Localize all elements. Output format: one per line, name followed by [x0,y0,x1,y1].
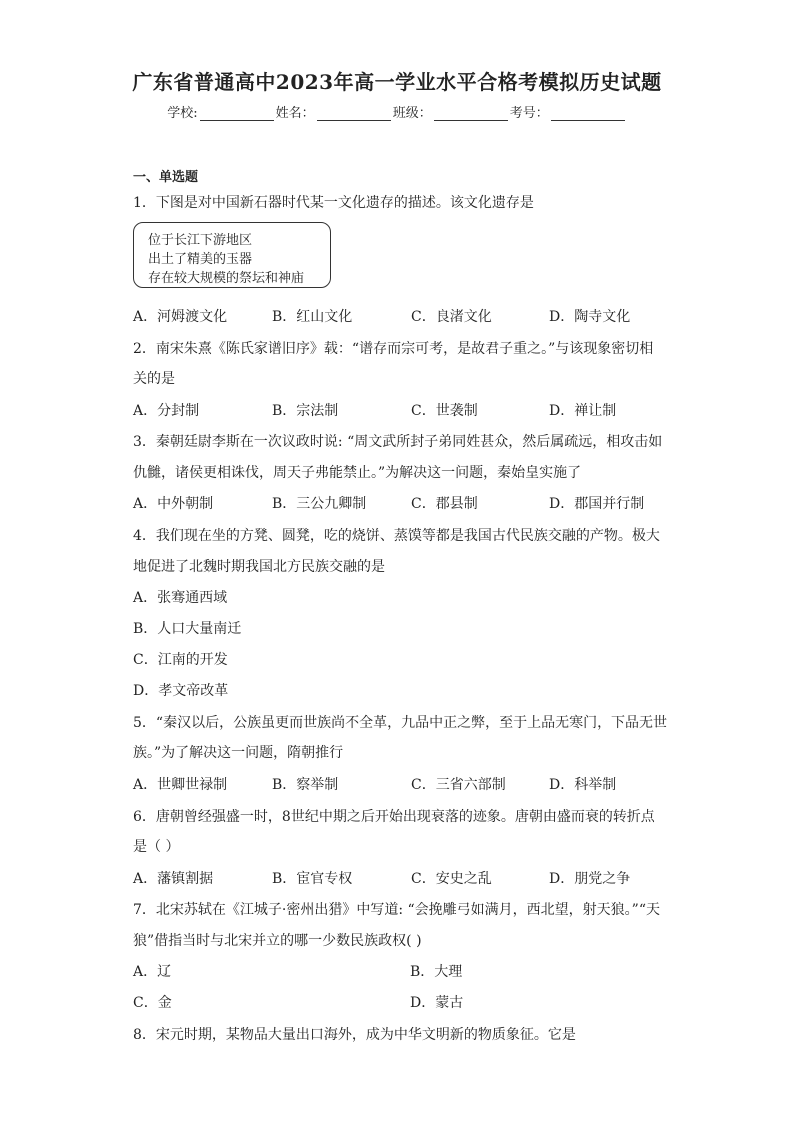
option-a[interactable]: A．河姆渡文化 [133,309,228,325]
option-c[interactable]: C．世袭制 [411,403,478,419]
q3-stem-line-2: 仇雠，诸侯更相诛伐，周天子弗能禁止。”为解决这一问题，秦始皇实施了 [133,465,582,481]
option-c[interactable]: C．良渚文化 [411,309,492,325]
option-b[interactable]: B．宦官专权 [272,871,353,887]
exam-title: 广东省普通高中2023年高一学业水平合格考模拟历史试题 [132,70,662,94]
q5-stem-line-1: 5．“秦汉以后，公族虽更而世族尚不全革，九品中正之弊，至于上品无寒门，下品无世 [133,715,668,731]
option-a[interactable]: A．世卿世禄制 [133,777,228,793]
option-c[interactable]: C．安史之乱 [411,871,492,887]
class-label: 班级： [392,106,432,121]
q6-stem-line-1: 6．唐朝曾经强盛一时，8世纪中期之后开始出现衰落的迹象。唐朝由盛而衰的转折点 [133,809,655,825]
school-label: 学校: [167,106,198,121]
student-info-line [0,102,794,121]
q1-stem: 1．下图是对中国新石器时代某一文化遗存的描述。该文化遗存是 [133,195,534,211]
option-a[interactable]: A．藩镇割据 [133,871,214,887]
q1-box-line: 存在较大规模的祭坛和神庙 [148,271,305,286]
option-b[interactable]: B．大理 [410,964,463,980]
q4-option-c[interactable]: C．江南的开发 [133,652,228,668]
option-d[interactable]: D．朋党之争 [549,871,631,887]
option-c[interactable]: C．郡县制 [411,496,478,512]
option-c[interactable]: C．三省六部制 [411,777,506,793]
q4-option-d[interactable]: D．孝文帝改革 [133,683,229,699]
q5-stem-line-2: 族。”为了解决这一问题，隋朝推行 [133,745,344,761]
q4-stem-line-2: 地促进了北魏时期我国北方民族交融的是 [133,559,385,575]
option-d[interactable]: D．蒙古 [410,995,464,1011]
q3-stem-line-1: 3．秦朝廷尉李斯在一次议政时说: “周文武所封子弟同姓甚众，然后属疏远，相攻击如 [133,434,663,450]
q4-option-b[interactable]: B．人口大量南迁 [133,621,242,637]
option-d[interactable]: D．禅让制 [549,403,617,419]
q6-stem-line-2: 是（ ） [133,839,180,855]
q1-description-box [133,222,331,288]
class-blank[interactable] [434,107,508,121]
name-blank[interactable] [317,107,391,121]
option-d[interactable]: D．科举制 [549,777,617,793]
option-c[interactable]: C．金 [133,995,172,1011]
q2-stem-line-2: 关的是 [133,371,175,387]
option-b[interactable]: B．三公九卿制 [272,496,367,512]
q1-box-line: 位于长江下游地区 [148,233,253,248]
q2-stem-line-1: 2．南宋朱熹《陈氏家谱旧序》载：“谱存而宗可考，是故君子重之。”与该现象密切相 [133,341,654,357]
section-title: 一、单选题 [133,170,199,185]
q7-stem-line-2: 狼”借指当时与北宋并立的哪一少数民族政权( ) [133,933,422,949]
option-d[interactable]: D．郡国并行制 [549,496,645,512]
q7-stem-line-1: 7．北宋苏轼在《江城子·密州出猎》中写道: “会挽雕弓如满月，西北望，射天狼。”“天 [133,902,660,918]
q8-stem: 8．宋元时期，某物品大量出口海外，成为中华文明新的物质象征。它是 [133,1027,576,1043]
exam-no-blank[interactable] [551,107,625,121]
name-label: 姓名： [275,106,315,121]
option-b[interactable]: B．红山文化 [272,309,353,325]
school-blank[interactable] [200,107,274,121]
option-a[interactable]: A．辽 [133,964,172,980]
option-b[interactable]: B．察举制 [272,777,339,793]
q1-box-line: 出土了精美的玉器 [148,252,253,267]
option-a[interactable]: A．分封制 [133,403,200,419]
option-b[interactable]: B．宗法制 [272,403,339,419]
option-d[interactable]: D．陶寺文化 [549,309,631,325]
q4-option-a[interactable]: A．张骞通西域 [133,590,228,606]
q4-stem-line-1: 4．我们现在坐的方凳、圆凳，吃的烧饼、蒸馍等都是我国古代民族交融的产物。极大 [133,528,660,544]
option-a[interactable]: A．中外朝制 [133,496,214,512]
exam-no-label: 考号： [509,106,549,121]
